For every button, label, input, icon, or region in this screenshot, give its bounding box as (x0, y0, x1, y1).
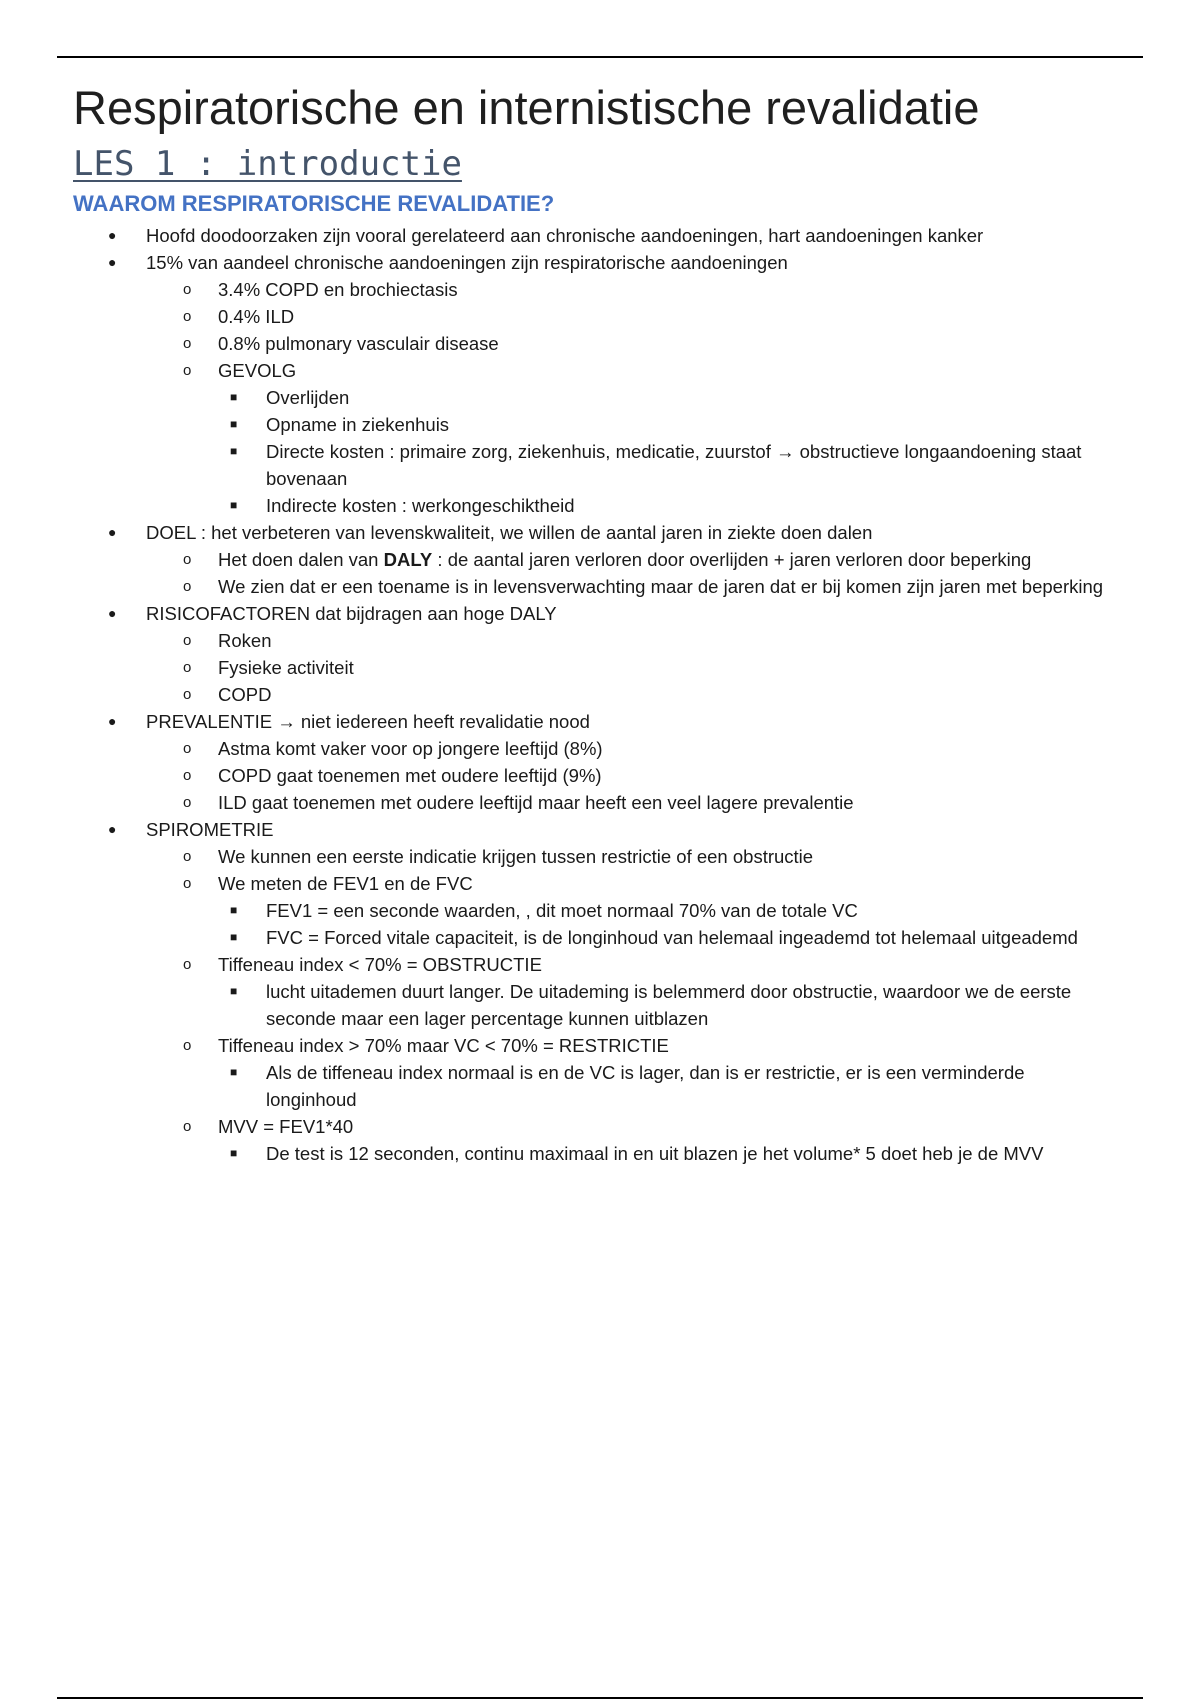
circle-bullet-icon: o (183, 308, 192, 325)
list-item: ● Hoofd doodoorzaken zijn vooral gerelateerd aan chronische aandoeningen, hart aandoeningen kanker (0, 222, 1110, 249)
list-item: o COPD (0, 681, 1110, 708)
circle-bullet-icon: o (183, 956, 192, 973)
list-item: ■ Indirecte kosten : werkongeschiktheid (0, 492, 1110, 519)
square-bullet-icon: ■ (230, 1065, 238, 1079)
list-item: o We meten de FEV1 en de FVC (0, 870, 1110, 897)
list-item: o ILD gaat toenemen met oudere leeftijd maar heeft een veel lagere prevalentie (0, 789, 1110, 816)
circle-bullet-icon: o (183, 281, 192, 298)
list-item: o 3.4% COPD en brochiectasis (0, 276, 1110, 303)
list-item: ● 15% van aandeel chronische aandoeningen zijn respiratorische aandoeningen (0, 249, 1110, 276)
square-bullet-icon: ■ (230, 498, 238, 512)
list-item: o 0.8% pulmonary vasculair disease (0, 330, 1110, 357)
bottom-rule (57, 1697, 1143, 1699)
daly-term: DALY (383, 549, 433, 570)
bullet-list (0, 222, 1200, 1167)
list-item: ● RISICOFACTOREN dat bijdragen aan hoge DALY (0, 600, 1110, 627)
list-item: ■ Opname in ziekenhuis (0, 411, 1110, 438)
square-bullet-icon: ■ (230, 390, 238, 404)
circle-bullet-icon: o (183, 794, 192, 811)
circle-bullet-icon: o (183, 1037, 192, 1054)
circle-bullet-icon: o (183, 686, 192, 703)
square-bullet-icon: ■ (230, 984, 238, 998)
list-item: o Roken (0, 627, 1110, 654)
list-item: o Het doen dalen van DALY : de aantal jaren verloren door overlijden + jaren verloren door beperking (0, 546, 1110, 573)
list-item: ■ De test is 12 seconden, continu maximaal in en uit blazen je het volume* 5 doet heb je de MVV (0, 1140, 1110, 1167)
list-item: ■ lucht uitademen duurt langer. De uitademing is belemmerd door obstructie, waardoor we de eerste seconde maar een lager percentage kunnen uitblazen (0, 978, 1110, 1032)
document-title: Respiratorische en internistische revalidatie (73, 81, 980, 134)
list-item: ● DOEL : het verbeteren van levenskwaliteit, we willen de aantal jaren in ziekte doen dalen (0, 519, 1110, 546)
circle-bullet-icon: o (183, 767, 192, 784)
bullet-icon: ● (108, 254, 117, 270)
square-bullet-icon: ■ (230, 444, 238, 458)
list-item: ■ FEV1 = een seconde waarden, , dit moet normaal 70% van de totale VC (0, 897, 1110, 924)
circle-bullet-icon: o (183, 335, 192, 352)
circle-bullet-icon: o (183, 632, 192, 649)
circle-bullet-icon: o (183, 362, 192, 379)
square-bullet-icon: ■ (230, 417, 238, 431)
bullet-icon: ● (108, 821, 117, 837)
circle-bullet-icon: o (183, 578, 192, 595)
list-item: ■ Directe kosten : primaire zorg, ziekenhuis, medicatie, zuurstof → obstructieve longaandoening staat bovenaan (0, 438, 1110, 492)
list-item: o We kunnen een eerste indicatie krijgen tussen restrictie of een obstructie (0, 843, 1110, 870)
square-bullet-icon: ■ (230, 903, 238, 917)
circle-bullet-icon: o (183, 1118, 192, 1135)
top-rule (57, 56, 1143, 58)
circle-bullet-icon: o (183, 740, 192, 757)
list-item: o COPD gaat toenemen met oudere leeftijd (9%) (0, 762, 1110, 789)
list-item: o We zien dat er een toename is in levensverwachting maar de jaren dat er bij komen zijn jaren met beperking (0, 573, 1110, 600)
circle-bullet-icon: o (183, 659, 192, 676)
bullet-icon: ● (108, 524, 117, 540)
list-item: ● PREVALENTIE → niet iedereen heeft revalidatie nood (0, 708, 1110, 735)
bullet-icon: ● (108, 227, 117, 243)
square-bullet-icon: ■ (230, 930, 238, 944)
list-item: o MVV = FEV1*40 (0, 1113, 1110, 1140)
bullet-icon: ● (108, 605, 117, 621)
list-item: o Astma komt vaker voor op jongere leeftijd (8%) (0, 735, 1110, 762)
lesson-heading: LES 1 : introductie (73, 144, 462, 184)
list-item: ■ FVC = Forced vitale capaciteit, is de longinhoud van helemaal ingeademd tot helemaal uitgeademd (0, 924, 1110, 951)
list-item: ■ Overlijden (0, 384, 1110, 411)
circle-bullet-icon: o (183, 875, 192, 892)
square-bullet-icon: ■ (230, 1146, 238, 1160)
list-item: o Fysieke activiteit (0, 654, 1110, 681)
circle-bullet-icon: o (183, 848, 192, 865)
list-item: o 0.4% ILD (0, 303, 1110, 330)
circle-bullet-icon: o (183, 551, 192, 568)
bullet-icon: ● (108, 713, 117, 729)
list-item: o Tiffeneau index < 70% = OBSTRUCTIE (0, 951, 1110, 978)
list-item: o Tiffeneau index > 70% maar VC < 70% = RESTRICTIE (0, 1032, 1110, 1059)
list-item: ■ Als de tiffeneau index normaal is en de VC is lager, dan is er restrictie, er is een verminderde longinhoud (0, 1059, 1110, 1113)
list-item: ● SPIROMETRIE (0, 816, 1110, 843)
section-heading: WAAROM RESPIRATORISCHE REVALIDATIE? (73, 191, 555, 216)
list-item: o GEVOLG (0, 357, 1110, 384)
